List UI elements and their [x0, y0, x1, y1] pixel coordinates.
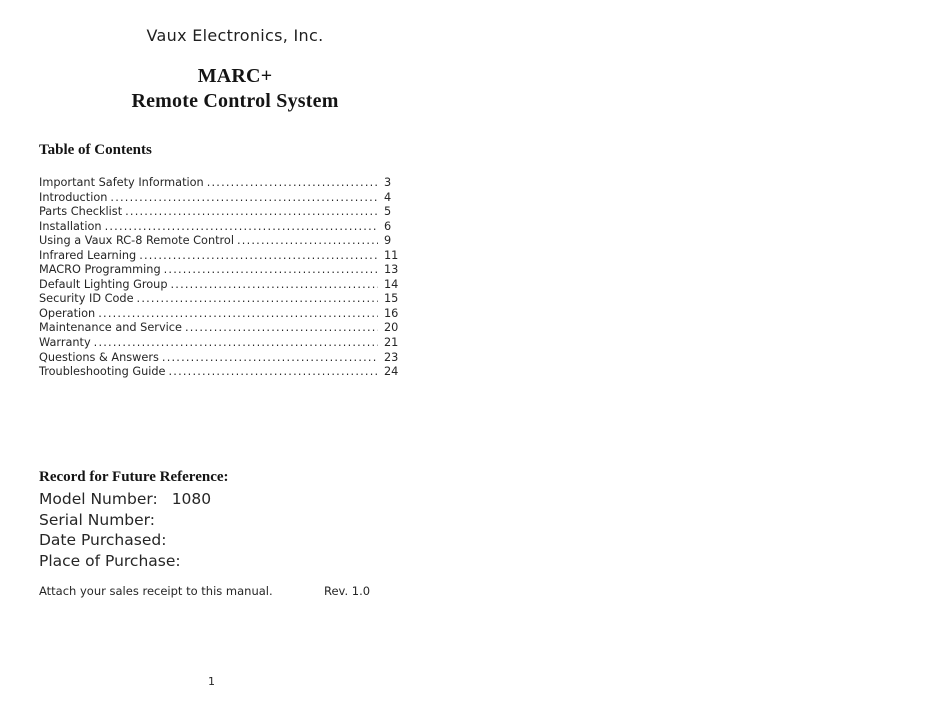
document-title-line1: MARC+	[197, 65, 273, 87]
toc-entry-label: Parts Checklist	[39, 205, 123, 219]
toc-entry-page: 9	[384, 234, 392, 248]
toc-entry-page: 11	[384, 248, 399, 262]
toc-leader-dots	[237, 234, 378, 249]
record-field-place-of-purchase	[39, 551, 439, 572]
toc-entry	[39, 205, 400, 220]
toc-entry-label: Important Safety Information	[39, 176, 204, 189]
toc-entry	[39, 234, 400, 249]
document-title	[0, 64, 470, 114]
toc-leader-dots	[171, 278, 378, 293]
toc-entry	[39, 220, 400, 235]
toc-leader-dots	[110, 191, 378, 206]
record-field-label: Date Purchased:	[39, 531, 167, 550]
toc-entry	[39, 176, 400, 191]
toc-entry-label: Infrared Learning	[39, 248, 137, 262]
toc-entry-page: 6	[384, 219, 392, 233]
toc-entry	[39, 336, 400, 351]
record-field-model-number	[39, 489, 439, 510]
revision-label: Rev. 1.0	[324, 584, 371, 598]
page-number: 1	[208, 675, 215, 688]
toc-leader-dots	[137, 292, 378, 307]
toc-entry-label: Installation	[39, 219, 102, 233]
toc-entry-label: Maintenance and Service	[39, 321, 182, 335]
toc-entry	[39, 321, 400, 336]
toc-leader-dots	[207, 176, 378, 191]
document-title-line2: Remote Control System	[131, 90, 339, 112]
toc-entry	[39, 365, 400, 380]
toc-entry-page: 3	[384, 176, 392, 189]
toc-entry-label: Warranty	[39, 336, 91, 350]
toc-entry-label: Troubleshooting Guide	[39, 365, 166, 379]
toc-entry-page: 24	[384, 365, 399, 379]
toc-leader-dots	[94, 336, 378, 351]
toc-leader-dots	[164, 263, 378, 278]
toc-entry-label: Questions & Answers	[39, 350, 159, 364]
toc-entry-label: Security ID Code	[39, 292, 134, 306]
toc-leader-dots	[139, 249, 378, 264]
toc-entry-page: 20	[384, 321, 399, 335]
toc-entry-page: 14	[384, 277, 399, 291]
footer-note-row	[0, 584, 470, 600]
toc-leader-dots	[169, 365, 379, 380]
toc-entry	[39, 249, 400, 264]
toc-entry-label: Operation	[39, 306, 96, 320]
toc-leader-dots	[98, 307, 378, 322]
record-fields	[39, 489, 439, 571]
toc-entry-label: Introduction	[39, 190, 108, 204]
toc-entry	[39, 278, 400, 293]
toc-entry-label: Default Lighting Group	[39, 277, 168, 291]
toc-leader-dots	[105, 220, 378, 235]
toc-entry-page: 23	[384, 350, 399, 364]
record-field-serial-number	[39, 510, 439, 531]
toc-entry-page: 15	[384, 292, 399, 306]
toc-leader-dots	[162, 351, 378, 366]
toc-entry-page: 16	[384, 306, 399, 320]
toc-entry-page: 13	[384, 263, 399, 277]
record-field-label: Place of Purchase:	[39, 551, 181, 570]
company-name: Vaux Electronics, Inc.	[146, 26, 324, 45]
toc-leader-dots	[125, 205, 378, 220]
record-field-label: Serial Number:	[39, 510, 156, 529]
record-field-value: 1080	[171, 490, 212, 508]
toc-entry-page: 21	[384, 336, 399, 350]
record-field-label: Model Number:	[39, 490, 158, 508]
toc-leader-dots	[185, 321, 378, 336]
toc-entry	[39, 263, 400, 278]
toc-entry	[39, 292, 400, 307]
toc-entry	[39, 307, 400, 322]
record-heading: Record for Future Reference:	[39, 469, 229, 485]
record-field-date-purchased	[39, 530, 439, 551]
table-of-contents	[39, 176, 400, 380]
toc-entry	[39, 191, 400, 206]
sales-receipt-note: Attach your sales receipt to this manual.	[39, 584, 273, 598]
toc-entry-page: 5	[384, 205, 392, 219]
toc-heading: Table of Contents	[39, 142, 152, 158]
toc-entry-label: Using a Vaux RC-8 Remote Control	[39, 234, 234, 248]
toc-entry	[39, 351, 400, 366]
toc-entry-page: 4	[384, 190, 392, 204]
toc-entry-label: MACRO Programming	[39, 263, 161, 277]
